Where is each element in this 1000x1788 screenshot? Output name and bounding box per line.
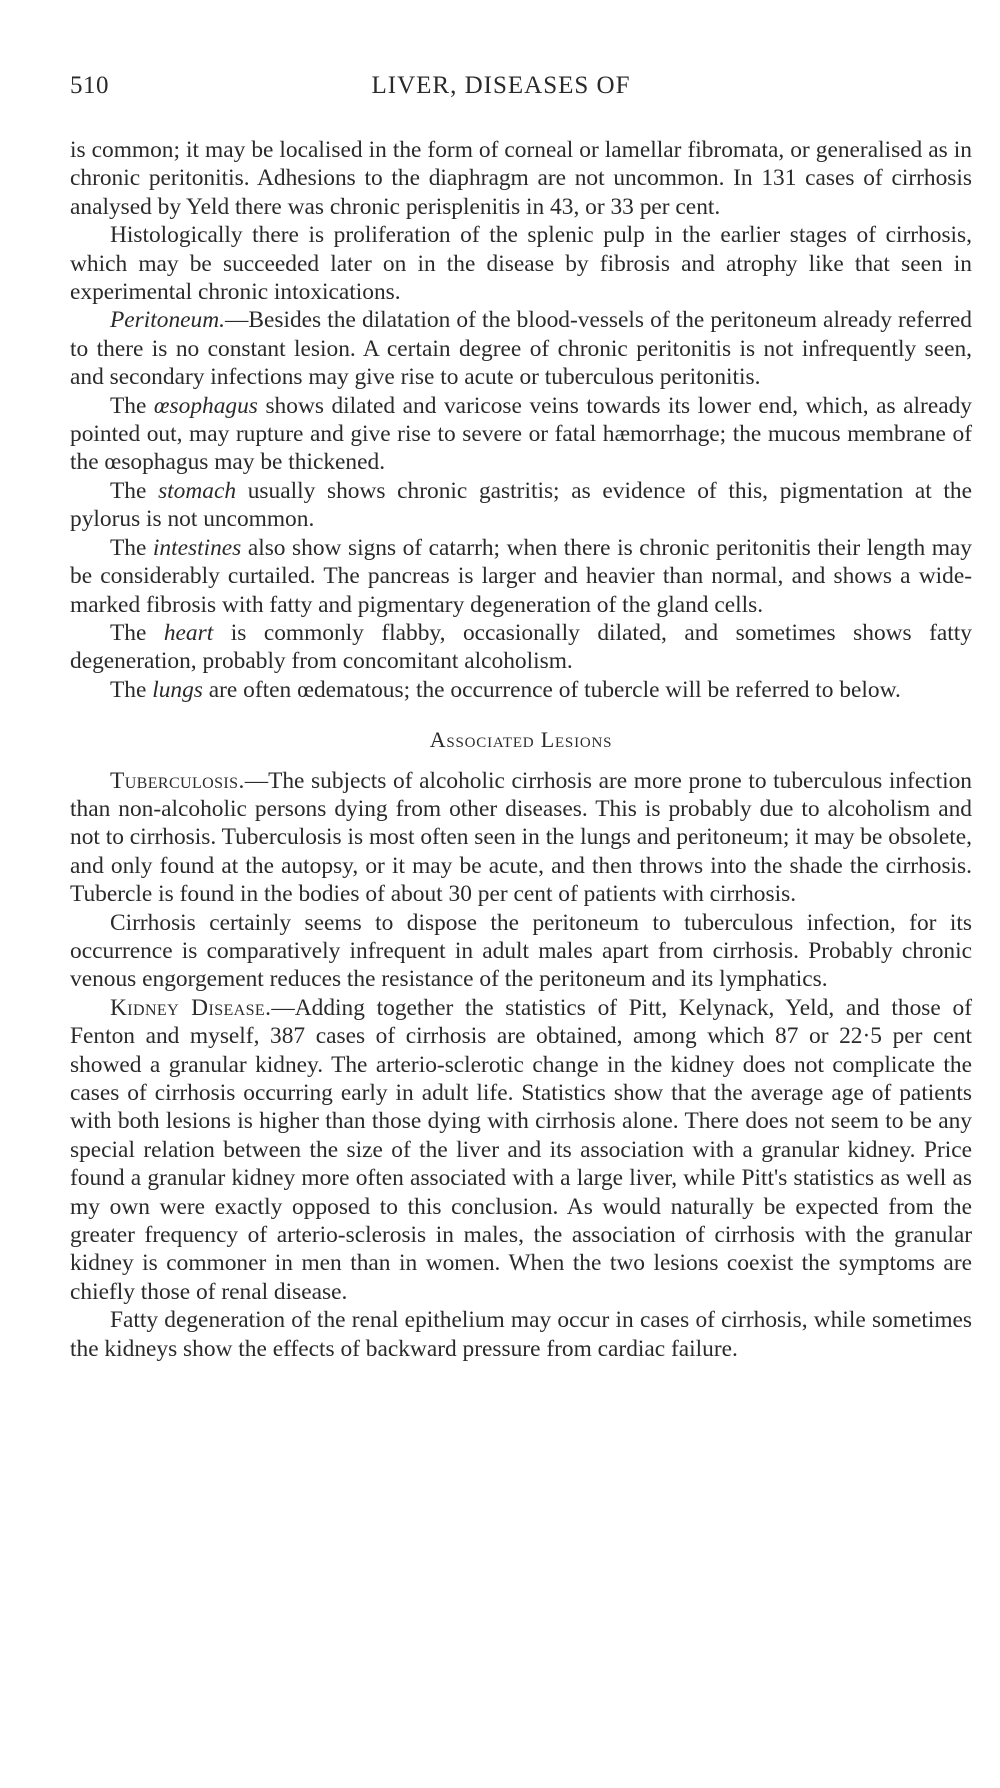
stomach-text: usually shows chronic gastritis; as evidence of this, pigmentation at the pylorus is not uncommon. — [70, 477, 972, 533]
tuberculosis-lead: Tuberculosis. — [110, 767, 245, 794]
intestines-term: intestines — [152, 534, 242, 561]
paragraph-stomach — [70, 477, 972, 534]
heart-text: is commonly flabby, occasionally dilated, and sometimes shows fatty degeneration, probably from concomitant alcoholism. — [70, 619, 972, 675]
paragraph-histology: Histologically there is proliferation of the splenic pulp in the earlier stages of cirrhosis, which may be succeeded later on in the disease by fibrosis and atrophy like that seen in experimental chronic intoxications. — [70, 222, 972, 306]
kidney-disease-lead: Kidney Disease. — [110, 994, 272, 1021]
peritoneum-lead: Peritoneum. — [110, 307, 225, 334]
paragraph-heart — [70, 619, 972, 676]
paragraph-fatty-degeneration: Fatty degeneration of the renal epithelium may occur in cases of cirrhosis, while sometimes the kidneys show the effects of backward pressure from cardiac failure. — [70, 1307, 972, 1362]
peritoneum-text: —Besides the dilatation of the blood-vessels of the peritoneum already referred to there is no constant lesion. A certain degree of chronic peritonitis is not infrequently seen, and secondary infections may give rise to acute or tuberculous peritonitis. — [70, 307, 972, 391]
page-header — [70, 72, 972, 112]
stomach-term: stomach — [158, 477, 237, 504]
page-number: 510 — [70, 72, 109, 99]
heart-pre: The — [110, 619, 164, 646]
oesophagus-pre: The — [110, 392, 154, 419]
paragraph-kidney-disease — [70, 994, 972, 1306]
book-page — [70, 72, 972, 1363]
paragraph-spleen-continued: is common; it may be localised in the form of corneal or lamellar fibromata, or generalised as in chronic peritonitis. Adhesions to the diaphragm are not uncommon. In 131 cases of cirrhosis analysed by Yeld there was chronic perisplenitis in 43, or 33 per cent. — [70, 137, 972, 220]
paragraph-peritoneum-infection: Cirrhosis certainly seems to dispose the peritoneum to tuberculous infection, for its occurrence is comparatively infrequent in adult males apart from cirrhosis. Probably chronic venous engorgement reduces the resistance of the peritoneum and its lymphatics. — [70, 909, 972, 993]
lungs-text: are often œdematous; the occurrence of tubercle will be referred to below. — [202, 676, 901, 703]
kidney-disease-text: —Adding together the statistics of Pitt, Kelynack, Yeld, and those of Fenton and myself, 387 cases of cirrhosis are obtained, among which 87 or 22·5 per cent showed a granular kidney. The arterio-sclerotic change in the kidney does not complicate the cases of cirrhosis occurring early in adult life. Statistics show that the average age of patients with both lesions is higher than those dying with cirrhosis alone. There does not seem to be any special relation between the size of the liver and its association with a granular kidney. Price found a granular kidney more often associated with a large liver, while Pitt's statistics as well as my own were exactly opposed to this conclusion. As would naturally be expected from the greater frequency of arterio-sclerosis in males, the association of cirrhosis with the granular kidney is commoner in men than in women. When the two lesions coexist the symptoms are chiefly those of renal disease. — [70, 994, 972, 1305]
oesophagus-term: œsophagus — [153, 392, 258, 419]
lungs-pre: The — [110, 676, 153, 703]
intestines-pre: The — [110, 534, 153, 561]
intestines-text: also show signs of catarrh; when there is chronic peritonitis their length may be considerably curtailed. The pancreas is larger and heavier than normal, and shows a wide-marked fibrosis with fatty and pigmentary degeneration of the gland cells. — [70, 534, 973, 618]
page-body — [70, 136, 972, 1363]
oesophagus-text: shows dilated and varicose veins towards its lower end, which, as already pointed out, may rupture and give rise to severe or fatal hæmorrhage; the mucous membrane of the œsophagus may be thickened. — [70, 392, 972, 476]
heart-term: heart — [163, 619, 214, 646]
stomach-pre: The — [110, 477, 159, 504]
paragraph-intestines — [70, 534, 972, 619]
paragraph-lungs — [70, 676, 972, 704]
paragraph-peritoneum — [70, 306, 972, 391]
paragraph-tuberculosis — [70, 767, 972, 909]
lungs-term: lungs — [152, 676, 203, 703]
tuberculosis-text: —The subjects of alcoholic cirrhosis are more prone to tuberculous infection than non-alcoholic persons dying from other diseases. This is probably due to alcoholism and not to cirrhosis. Tuberculosis is most often seen in the lungs and peritoneum; it may be obsolete, and only found at the autopsy, or it may be acute, and then throws into the shade the cirrhosis. Tubercle is found in the bodies of about 30 per cent of patients with cirrhosis. — [70, 767, 972, 908]
paragraph-oesophagus — [70, 392, 972, 477]
running-title: LIVER, DISEASES OF — [371, 72, 631, 99]
section-heading: Associated Lesions — [429, 727, 613, 753]
